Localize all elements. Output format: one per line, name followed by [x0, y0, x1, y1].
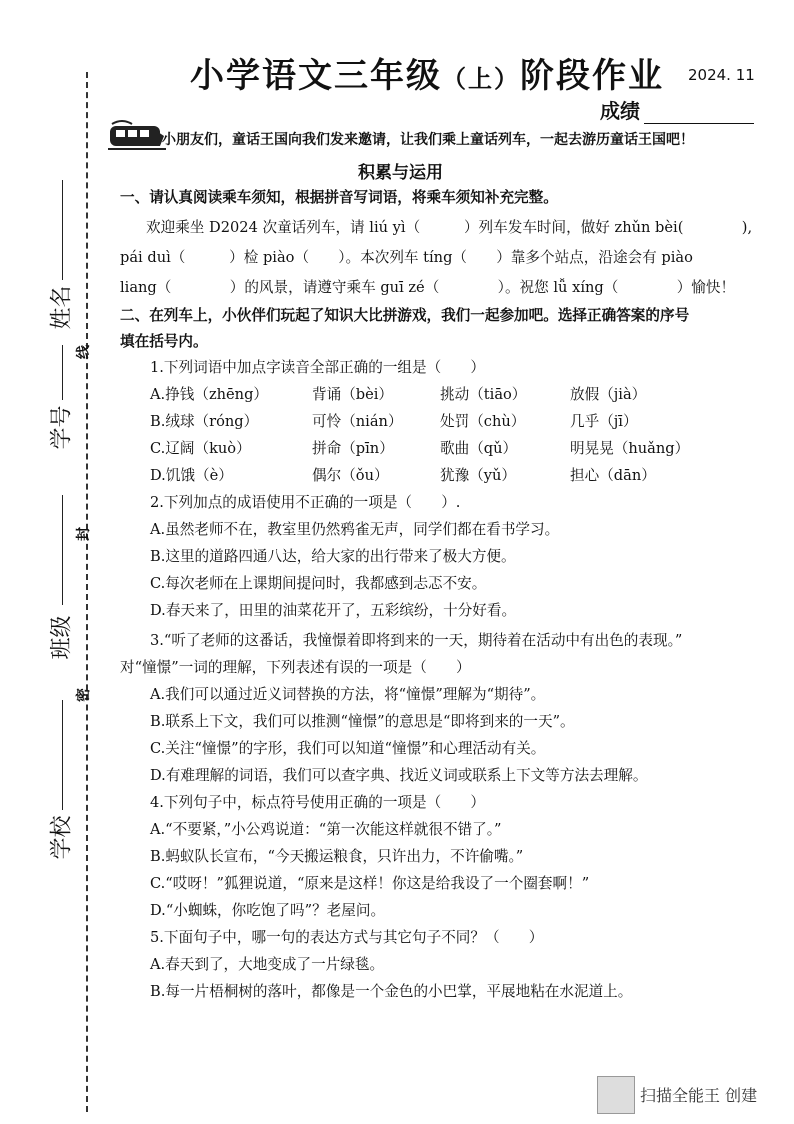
- q2-4-question: 4.下列句子中，标点符号使用正确的一项是（ ）: [150, 794, 485, 811]
- q2-2-option-d: D.春天来了，田里的油菜花开了，五彩缤纷，十分好看。: [150, 602, 517, 619]
- side-label-student-no: 学号: [49, 405, 75, 450]
- score-label: 成绩: [600, 99, 640, 123]
- student-no-fill-line: [62, 345, 63, 400]
- q2-1-row-b-col-4: 几乎（jī）: [570, 413, 638, 430]
- side-label-class: 班级: [49, 615, 75, 660]
- q2-1-row-c-col-3: 歌曲（qǔ）: [440, 440, 518, 457]
- q2-4-option-c: C.“哎呀！”狐狸说道，“原来是这样！你这是给我设了一个圈套啊！”: [150, 875, 590, 892]
- q2-1-row-c-col-1: C.辽阔（kuò）: [150, 440, 251, 457]
- q2-3-option-b: B.联系上下文，我们可以推测“憧憬”的意思是“即将到来的一天”。: [150, 713, 575, 730]
- q1-line-3: liang（ ）的风景，请遵守乘车 guī zé（ ）。祝您 lǚ xíng（ ）愉快！: [120, 279, 736, 296]
- q2-5-question: 5.下面句子中，哪一句的表达方式与其它句子不同？（ ）: [150, 929, 544, 946]
- q2-4-option-a: A.“不要紧，”小公鸡说道：“第一次能这样就很不错了。”: [150, 821, 502, 838]
- scanner-logo-icon: [597, 1076, 635, 1114]
- q2-2-option-a: A.虽然老师不在，教室里仍然鸦雀无声，同学们都在看书学习。: [150, 521, 560, 538]
- q2-1-row-c-col-2: 拼命（pīn）: [312, 440, 394, 457]
- binding-dashed-line: [86, 72, 88, 1112]
- q2-3-option-d: D.有难理解的词语，我们可以查字典、找近义词或联系上下文等方法去理解。: [150, 767, 648, 784]
- q2-3-question-line-1: 3.“听了老师的这番话，我憧憬着即将到来的一天，期待着在活动中有出色的表现。”: [150, 632, 683, 649]
- title-paren: （上）: [442, 64, 520, 93]
- scanner-watermark-text: 扫描全能王 创建: [640, 1086, 758, 1105]
- intro-text: 小朋友们，童话王国向我们发来邀请，让我们乘上童话列车，一起去游历童话王国吧！: [162, 132, 694, 148]
- q2-4-option-b: B.蚂蚁队长宣布，“今天搬运粮食，只许出力，不许偷嘴。”: [150, 848, 524, 865]
- q2-4-option-d: D.“小蜘蛛，你吃饱了吗”？老屋问。: [150, 902, 386, 919]
- q2-1-row-b-col-2: 可怜（nián）: [312, 413, 403, 430]
- seal-mark-xian: 线: [76, 345, 92, 359]
- name-fill-line: [62, 180, 63, 280]
- seal-mark-mi: 密: [76, 688, 92, 702]
- section-title: 积累与运用: [358, 163, 443, 183]
- title-main: 小学语文三年级: [190, 56, 442, 96]
- q2-1-row-a-col-3: 挑动（tiāo）: [440, 386, 527, 403]
- side-label-school: 学校: [49, 815, 75, 860]
- q2-1-row-d-col-4: 担心（dān）: [570, 467, 656, 484]
- q2-1-row-d-col-3: 犹豫（yǔ）: [440, 467, 517, 484]
- q2-heading-line-2: 填在括号内。: [120, 333, 208, 350]
- q2-5-option-a: A.春天到了，大地变成了一片绿毯。: [150, 956, 385, 973]
- q2-1-row-b-col-1: B.绒球（róng）: [150, 413, 259, 430]
- q2-2-option-c: C.每次老师在上课期间提问时，我都感到忐忑不安。: [150, 575, 487, 592]
- q2-5-option-b: B.每一片梧桐树的落叶，都像是一个金色的小巴掌，平展地粘在水泥道上。: [150, 983, 633, 1000]
- page-title: [190, 48, 664, 97]
- q2-1-row-a-col-1: A.挣钱（zhēng）: [150, 386, 269, 403]
- q2-1-row-a-col-2: 背诵（bèi）: [312, 386, 394, 403]
- q2-2-question: 2.下列加点的成语使用不正确的一项是（ ）.: [150, 494, 461, 511]
- seal-mark-feng: 封: [76, 527, 92, 541]
- class-fill-line: [62, 495, 63, 605]
- q2-3-option-a: A.我们可以通过近义词替换的方法，将“憧憬”理解为“期待”。: [150, 686, 546, 703]
- q2-1-row-d-col-2: 偶尔（ǒu）: [312, 467, 389, 484]
- q2-heading-line-1: 二、在列车上，小伙伴们玩起了知识大比拼游戏，我们一起参加吧。选择正确答案的序号: [120, 307, 690, 324]
- q1-heading: 一、请认真阅读乘车须知，根据拼音写词语，将乘车须知补充完整。: [120, 189, 558, 206]
- q2-1-row-c-col-4: 明晃晃（huǎng）: [570, 440, 690, 457]
- school-fill-line: [62, 700, 63, 810]
- q2-1-question: 1.下列词语中加点字读音全部正确的一组是（ ）: [150, 359, 485, 376]
- q1-line-1: 欢迎乘坐 D2024 次童话列车，请 liú yì（ ）列车发车时间，做好 zhǔn bèi( ),: [146, 219, 753, 236]
- q1-line-2: pái duì（ ）检 piào（ ）。本次列车 tíng（ ）靠多个站点，沿途会有 piào: [120, 249, 693, 266]
- q2-1-row-d-col-1: D.饥饿（è）: [150, 467, 233, 484]
- exam-date: 2024. 11: [688, 66, 755, 84]
- q2-3-question-line-2: 对“憧憬”一词的理解，下列表述有误的一项是（ ）: [120, 659, 471, 676]
- train-icon: [108, 118, 166, 152]
- q2-1-row-b-col-3: 处罚（chù）: [440, 413, 526, 430]
- score-blank[interactable]: [644, 103, 754, 124]
- q2-1-row-a-col-4: 放假（jià）: [570, 386, 647, 403]
- side-label-name: 姓名: [49, 285, 75, 330]
- score-field: [600, 95, 754, 124]
- q2-3-option-c: C.关注“憧憬”的字形，我们可以知道“憧憬”和心理活动有关。: [150, 740, 546, 757]
- q2-2-option-b: B.这里的道路四通八达，给大家的出行带来了极大方便。: [150, 548, 516, 565]
- title-tail: 阶段作业: [520, 56, 664, 96]
